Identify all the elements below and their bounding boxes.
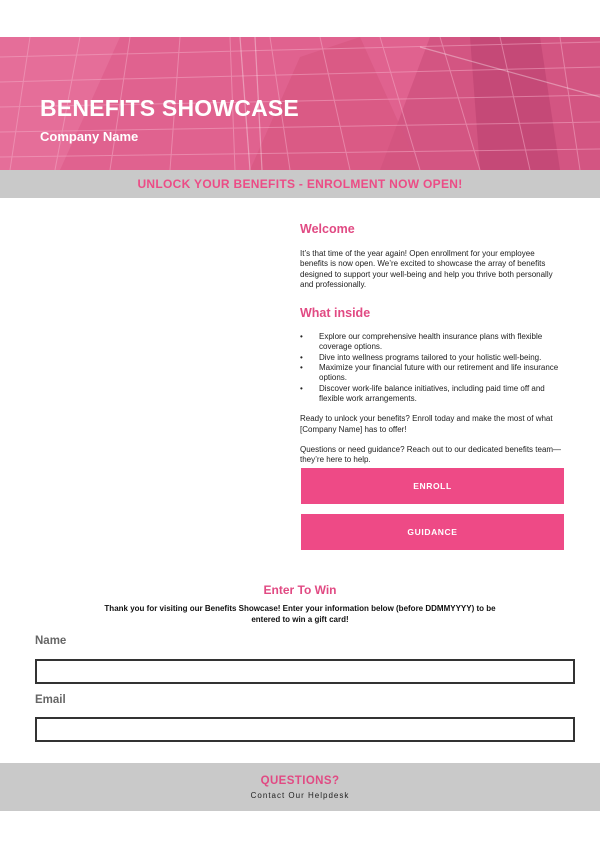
footer <box>0 763 600 811</box>
footer-title: QUESTIONS? <box>260 775 340 787</box>
name-field[interactable] <box>35 659 575 684</box>
email-label: Email <box>35 694 66 706</box>
helpdesk-link[interactable]: Contact Our Helpdesk <box>250 791 350 800</box>
name-label: Name <box>35 635 67 647</box>
company-name: Company Name <box>40 129 139 144</box>
list-item: • Discover work-life balance initiatives, including paid time off and flexible work arrangements. <box>300 384 564 405</box>
enter-to-win-heading: Enter To Win <box>263 583 337 597</box>
hero-banner <box>0 37 600 170</box>
questions-text: Questions or need guidance? Reach out to our dedicated benefits team—they’re here to help. <box>300 444 562 465</box>
top-margin <box>0 0 600 37</box>
welcome-text: It’s that time of the year again! Open enrollment for your employee benefits is now open. We’re excited to showcase the array of benefits designed to support your well-being and help you thrive both personally and professionally. <box>300 249 553 289</box>
email-field[interactable] <box>35 717 575 742</box>
contest-text: Thank you for visiting our Benefits Showcase! Enter your information below (before DDMMYYYY) to be entered to win a gift card! <box>104 604 496 624</box>
list-item: • Explore our comprehensive health insurance plans with flexible coverage options. <box>300 332 564 353</box>
enrolment-banner: UNLOCK YOUR BENEFITS - ENROLMENT NOW OPEN! <box>0 170 600 198</box>
enroll-button[interactable]: ENROLL <box>301 468 564 504</box>
ready-text: Ready to unlock your benefits? Enroll today and make the most of what [Company Name] has to offer! <box>300 414 553 434</box>
what-inside-heading: What inside <box>300 306 371 321</box>
list-item: • Maximize your financial future with our retirement and life insurance options. <box>300 363 564 384</box>
welcome-heading: Welcome <box>300 222 355 236</box>
guidance-button[interactable]: GUIDANCE <box>301 514 564 550</box>
list-item: • Dive into wellness programs tailored to your holistic well-being. <box>300 353 564 363</box>
page-title: BENEFITS SHOWCASE <box>40 95 299 121</box>
info-column <box>300 222 564 465</box>
benefits-list <box>300 332 564 404</box>
